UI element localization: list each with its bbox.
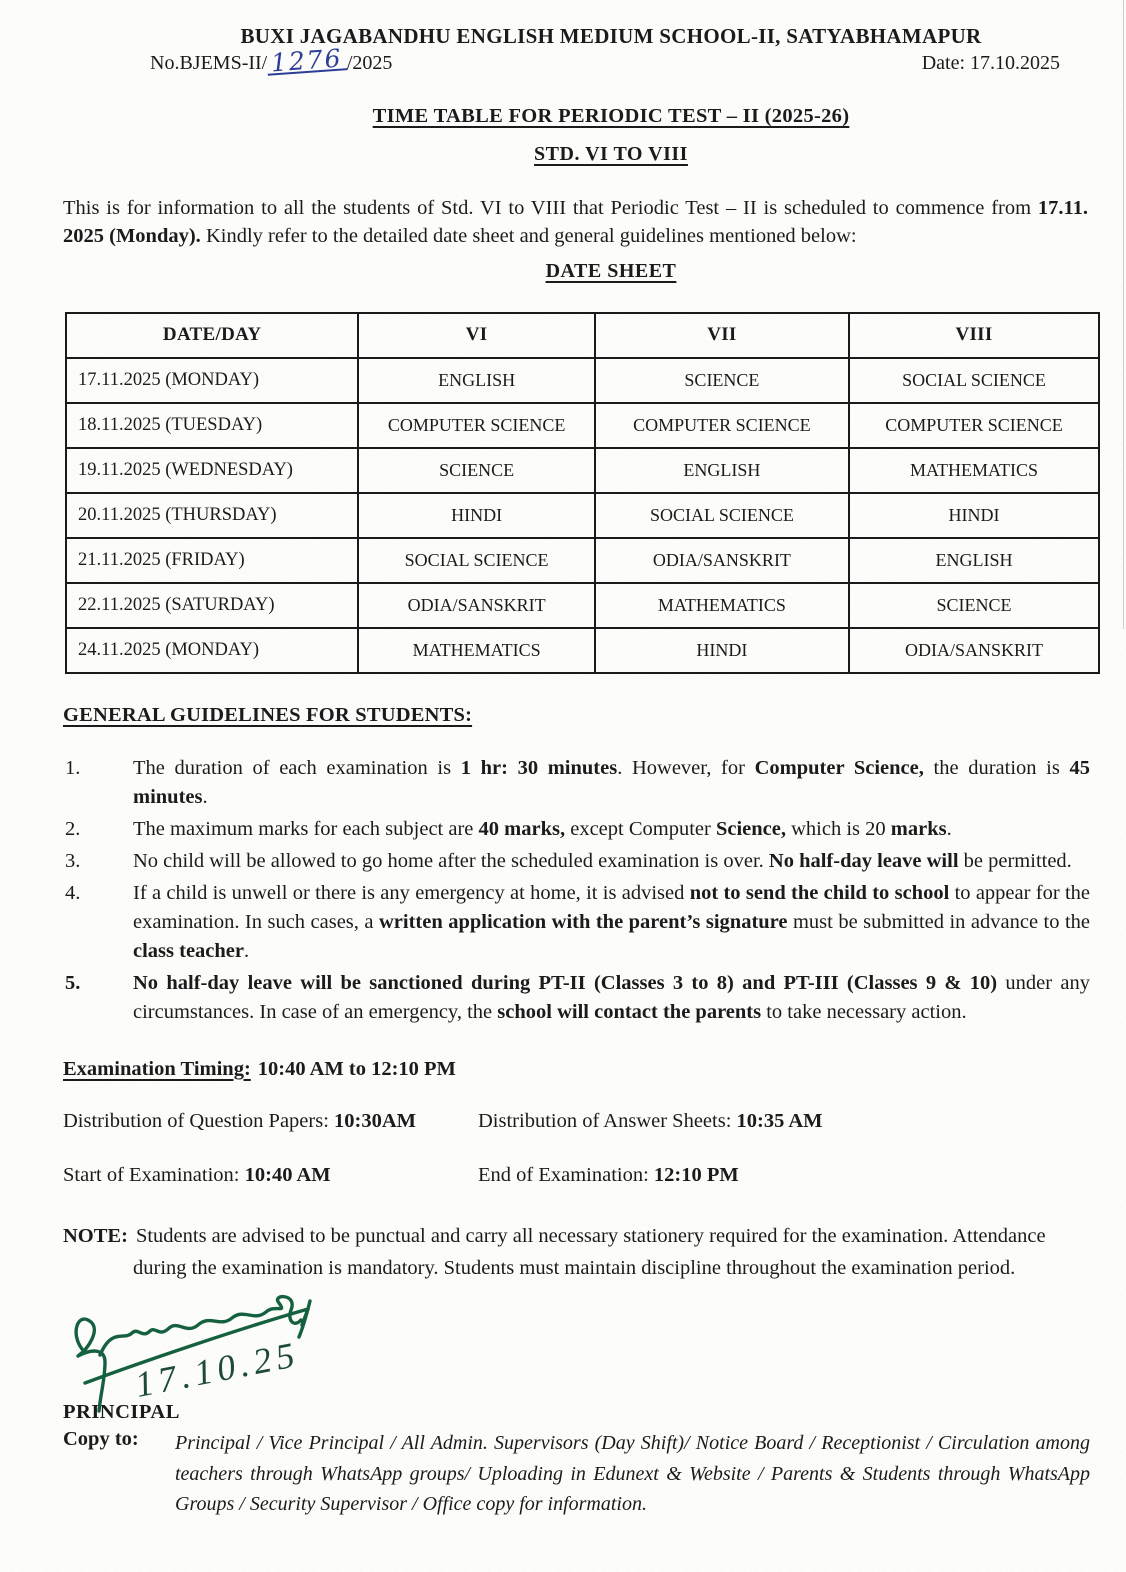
end-of-exam-time <box>478 1164 1126 1187</box>
subject-cell: COMPUTER SCIENCE <box>595 403 849 448</box>
column-header: VI <box>358 313 595 358</box>
start-of-exam-time <box>63 1164 478 1187</box>
guideline-number: 5. <box>65 972 81 995</box>
guideline-text: The duration of each examination is 1 hr: 30 minutes. However, for Computer Science, the duration is 45 minutes. <box>133 756 1090 808</box>
distribution-row <box>63 1110 1126 1133</box>
answer-sheets-value: 10:35 AM <box>736 1109 823 1132</box>
table-row <box>66 358 1099 403</box>
subject-cell: ODIA/SANSKRIT <box>849 628 1099 673</box>
subject-cell: ENGLISH <box>595 448 849 493</box>
table-row <box>66 448 1099 493</box>
date-cell: 18.11.2025 (TUESDAY) <box>66 403 358 448</box>
timing-label: Examination Timing: <box>63 1057 251 1080</box>
note-text: Students are advised to be punctual and carry all necessary stationery required for the examination. Attendance during the examination is mandatory. Students must maintain discipline throughout the examination period. <box>133 1224 1046 1280</box>
examination-timing-line <box>63 1058 1126 1081</box>
question-papers-time <box>63 1110 478 1133</box>
column-header: VIII <box>849 313 1099 358</box>
date-cell: 24.11.2025 (MONDAY) <box>66 628 358 673</box>
subject-cell: SCIENCE <box>849 583 1099 628</box>
table-row <box>66 538 1099 583</box>
note-paragraph <box>63 1220 1062 1286</box>
subject-cell: MATHEMATICS <box>358 628 595 673</box>
subject-cell: HINDI <box>849 493 1099 538</box>
date-cell: 20.11.2025 (THURSDAY) <box>66 493 358 538</box>
subject-cell: HINDI <box>358 493 595 538</box>
guideline-number: 4. <box>65 882 81 904</box>
guidelines-list <box>65 754 1090 1028</box>
guidelines-heading: GENERAL GUIDELINES FOR STUDENTS: <box>63 703 473 726</box>
copy-to-label: Copy to: <box>63 1428 139 1451</box>
table-row <box>66 493 1099 538</box>
signature-block <box>0 1334 1126 1519</box>
subject-cell: COMPUTER SCIENCE <box>358 403 595 448</box>
reference-number <box>150 43 393 78</box>
subject-cell: COMPUTER SCIENCE <box>849 403 1099 448</box>
document-title: TIME TABLE FOR PERIODIC TEST – II (2025-26) <box>372 105 850 127</box>
copy-to-text: Principal / Vice Principal / All Admin. Supervisors (Day Shift)/ Notice Board / Receptionist / Circulation among teachers through WhatsApp groups/ Uploading in Edunext & Website / Parents & Students through WhatsApp Groups / Security Supervisor / Office copy for information. <box>175 1432 1090 1515</box>
subject-cell: ODIA/SANSKRIT <box>358 583 595 628</box>
subject-cell: ENGLISH <box>358 358 595 403</box>
issue-date: Date: 17.10.2025 <box>921 52 1060 74</box>
question-papers-label: Distribution of Question Papers: <box>63 1109 335 1132</box>
table-row <box>66 628 1099 673</box>
question-papers-value: 10:30AM <box>334 1109 417 1132</box>
subject-cell: ODIA/SANSKRIT <box>595 538 849 583</box>
principal-label: PRINCIPAL <box>63 1401 180 1424</box>
guideline-text: No child will be allowed to go home after the scheduled examination is over. No half-day leave will be permitted. <box>133 849 1072 872</box>
date-sheet-table <box>65 312 1100 674</box>
subject-cell: SOCIAL SCIENCE <box>358 538 595 583</box>
subject-cell: HINDI <box>595 628 849 673</box>
table-row <box>66 583 1099 628</box>
guideline-text: No half-day leave will be sanctioned during PT-II (Classes 3 to 8) and PT-III (Classes 9 & 10) under any circumstances. In case of an emergency, the school will contact the parents to take necessary action. <box>133 972 1090 1024</box>
date-cell: 21.11.2025 (FRIDAY) <box>66 538 358 583</box>
start-end-row <box>63 1164 1126 1187</box>
answer-sheets-label: Distribution of Answer Sheets: <box>478 1109 737 1132</box>
table-row <box>66 403 1099 448</box>
school-name: BUXI JAGABANDHU ENGLISH MEDIUM SCHOOL-II, SATYABHAMAPUR <box>240 24 982 48</box>
guideline-number: 2. <box>65 817 81 840</box>
guideline-item <box>65 754 1090 812</box>
date-sheet-heading: DATE SHEET <box>545 259 677 282</box>
start-of-exam-value: 10:40 AM <box>244 1163 331 1186</box>
subject-cell: ENGLISH <box>849 538 1099 583</box>
column-header: DATE/DAY <box>66 313 358 358</box>
answer-sheets-time <box>478 1110 1126 1133</box>
start-of-exam-label: Start of Examination: <box>63 1163 245 1186</box>
subject-cell: SOCIAL SCIENCE <box>849 358 1099 403</box>
document-subtitle: STD. VI TO VIII <box>534 143 688 165</box>
end-of-exam-label: End of Examination: <box>478 1163 654 1186</box>
signature-date: 17.10.25 <box>131 1334 303 1405</box>
date-cell: 17.11.2025 (MONDAY) <box>66 358 358 403</box>
column-header: VII <box>595 313 849 358</box>
note-label: NOTE: <box>63 1224 128 1247</box>
handwritten-ref-number: 1276 <box>267 48 348 76</box>
guideline-number: 3. <box>65 849 81 872</box>
subject-cell: SOCIAL SCIENCE <box>595 493 849 538</box>
subject-cell: MATHEMATICS <box>849 448 1099 493</box>
copy-to-section <box>63 1428 1090 1519</box>
end-of-exam-value: 12:10 PM <box>653 1163 739 1186</box>
table-header-row <box>66 313 1099 358</box>
guideline-number: 1. <box>65 756 81 779</box>
reference-row <box>0 43 1126 78</box>
ref-prefix: No.BJEMS-II/ <box>150 52 268 74</box>
guideline-item <box>65 879 1090 966</box>
guideline-text: The maximum marks for each subject are 40 marks, except Computer Science, which is 20 marks. <box>133 817 952 840</box>
guideline-item <box>65 847 1090 876</box>
guideline-item <box>65 815 1090 844</box>
subject-cell: SCIENCE <box>595 358 849 403</box>
subject-cell: SCIENCE <box>358 448 595 493</box>
date-cell: 22.11.2025 (SATURDAY) <box>66 583 358 628</box>
guideline-text: If a child is unwell or there is any emergency at home, it is advised not to send the child to school to appear for the examination. In such cases, a written application with the parent’s signature must be submitted in advance to the class teacher. <box>133 882 1090 963</box>
guideline-item <box>65 969 1090 1027</box>
date-cell: 19.11.2025 (WEDNESDAY) <box>66 448 358 493</box>
subject-cell: MATHEMATICS <box>595 583 849 628</box>
intro-paragraph: This is for information to all the students of Std. VI to VIII that Periodic Test – II is scheduled to commence from 17.11. 2025 (Monday). Kindly refer to the detailed date sheet and general guidelines mentioned below: <box>63 197 1088 248</box>
ref-suffix: /2025 <box>346 52 393 74</box>
timing-value: 10:40 AM to 12:10 PM <box>257 1057 456 1080</box>
